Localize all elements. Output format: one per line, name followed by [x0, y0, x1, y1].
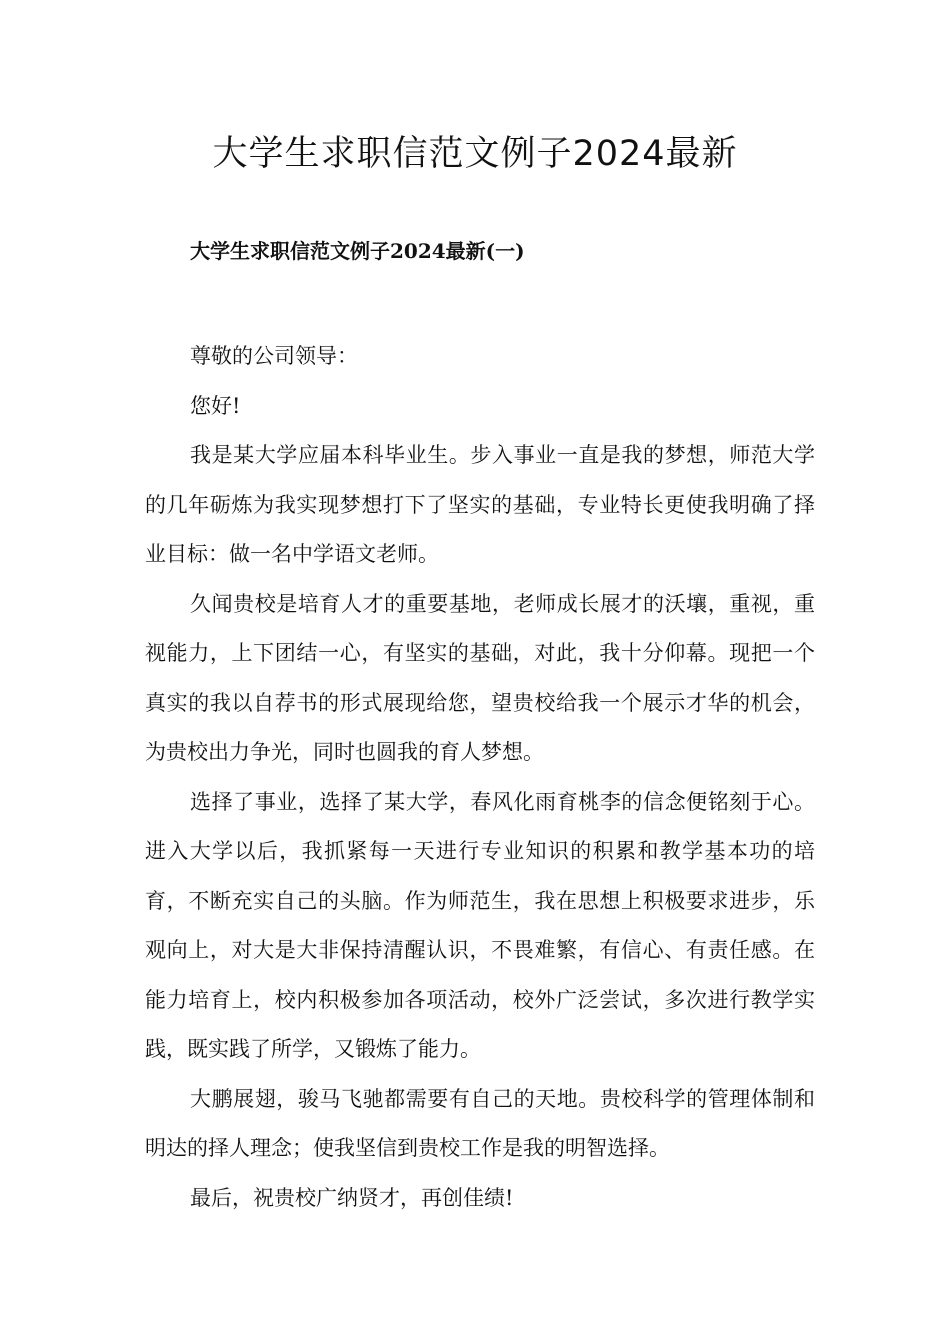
paragraph: 最后，祝贵校广纳贤才，再创佳绩!: [190, 1185, 514, 1210]
paragraph: 大鹏展翅，骏马飞驰都需要有自己的天地。贵校科学的管理体制和明达的择人理念；使我坚信到贵校工作是我的明智选择。: [145, 1086, 815, 1160]
letter-body: [145, 332, 815, 1223]
paragraph: 选择了事业，选择了某大学，春风化雨育桃李的信念便铭刻于心。进入大学以后，我抓紧每一天进行专业知识的积累和教学基本功的培育，不断充实自己的头脑。作为师范生，我在思想上积极要求进步，乐观向上，对大是大非保持清醒认识，不畏难繁，有信心、有责任感。在能力培育上，校内积极参加各项活动，校外广泛尝试，多次进行教学实践，既实践了所学，又锻炼了能力。: [145, 789, 815, 1061]
salutation: 尊敬的公司领导：: [190, 344, 358, 368]
paragraph: 久闻贵校是培育人才的重要基地，老师成长展才的沃壤，重视，重视能力，上下团结一心，有坚实的基础，对此，我十分仰幕。现把一个真实的我以自荐书的形式展现给您，望贵校给我一个展示才华的机会，为贵校出力争光，同时也圆我的育人梦想。: [145, 591, 815, 764]
paragraph: 我是某大学应届本科毕业生。步入事业一直是我的梦想，师范大学的几年砺炼为我实现梦想打下了坚实的基础，专业特长更使我明确了择业目标：做一名中学语文老师。: [145, 443, 815, 566]
document-title: 大学生求职信范文例子2024最新: [212, 134, 738, 174]
greeting: 您好!: [190, 393, 241, 418]
section-title: 大学生求职信范文例子2024最新(一): [190, 239, 525, 263]
